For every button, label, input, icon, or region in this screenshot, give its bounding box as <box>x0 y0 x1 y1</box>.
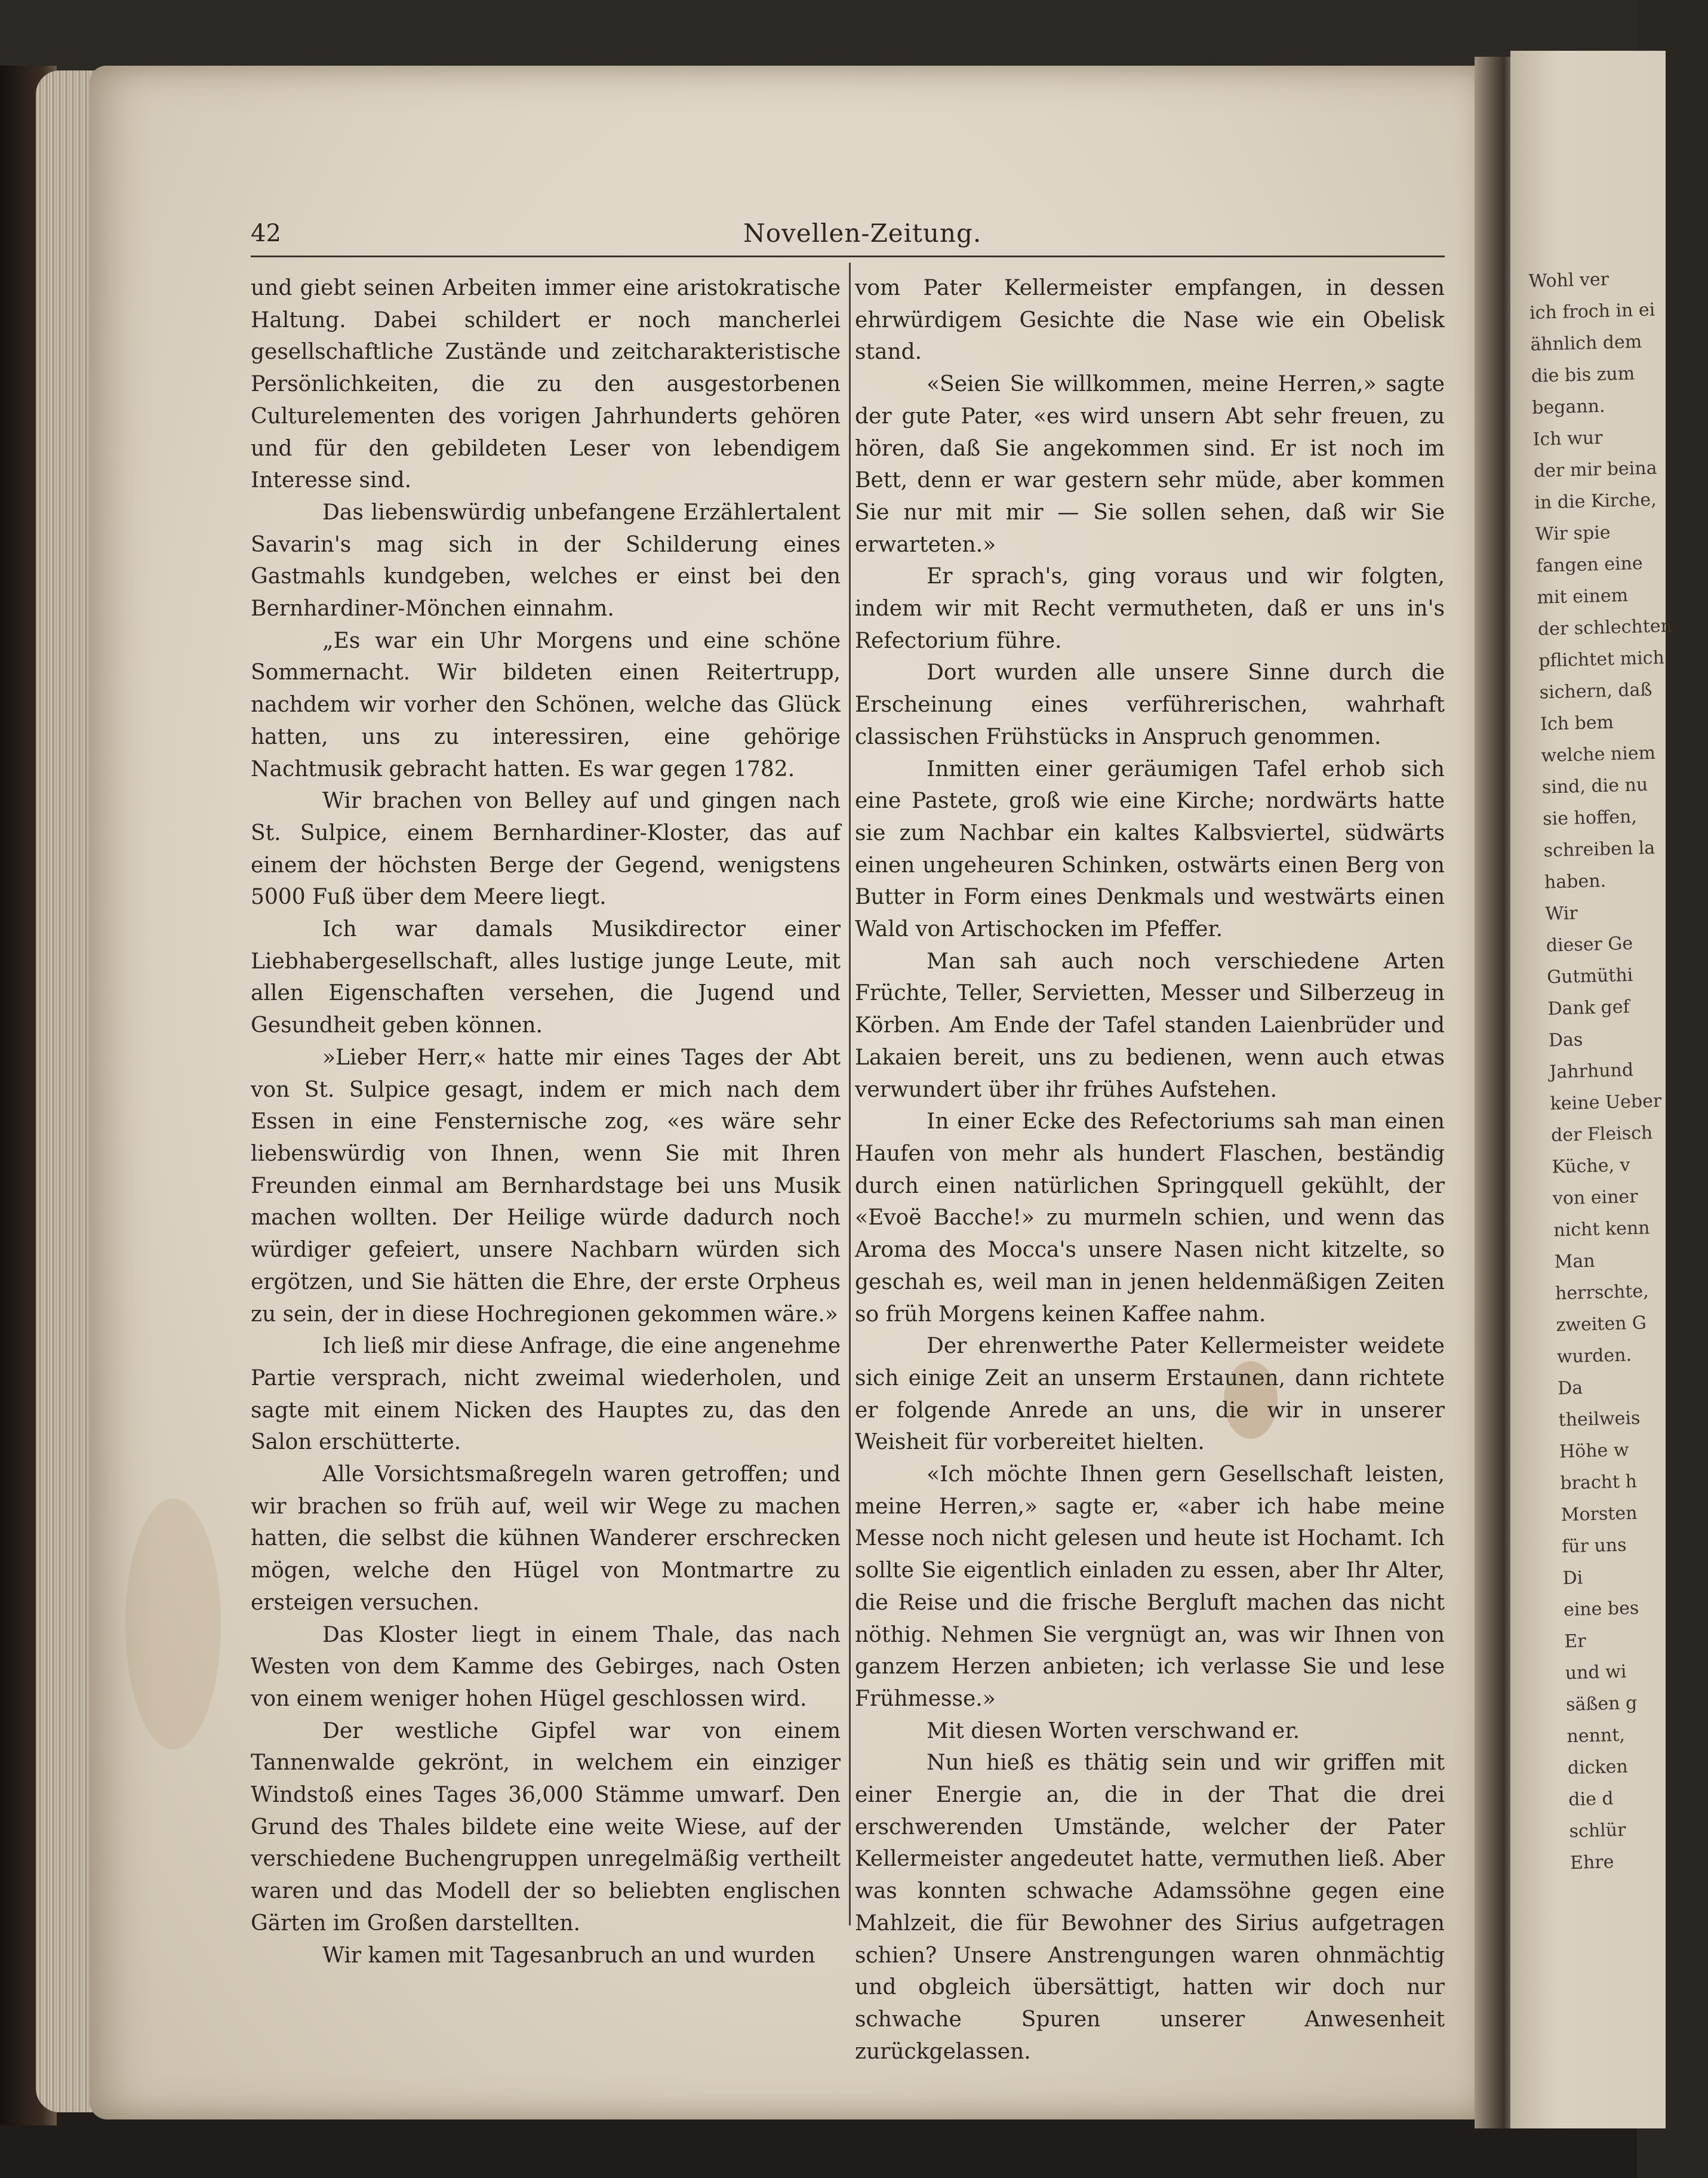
facing-page-line: Ich wur <box>1532 427 1603 450</box>
paragraph: Das Kloster liegt in einem Thale, das nach Westen von dem Kamme des Gebirges, nach Osten von einem weniger hohen Hügel geschlossen wird. <box>251 1622 841 1711</box>
facing-page-line: welche niem <box>1541 742 1656 767</box>
facing-page-line: keine Ueber <box>1550 1090 1662 1115</box>
facing-page-line: der schlechten <box>1537 615 1673 640</box>
paragraph: Ich ließ mir diese Anfrage, die eine angenehme Partie versprach, nicht zweimal wiederholen, und sagte mit einem Nicken des Hauptes zu, das den Salon erschütterte. <box>251 1334 841 1455</box>
facing-page-line: säßen g <box>1565 1693 1638 1716</box>
facing-page-line: Jahrhund <box>1549 1059 1634 1083</box>
facing-page-line: sind, die nu <box>1541 774 1648 798</box>
facing-page-line: Ehre <box>1569 1851 1614 1874</box>
right-column <box>855 272 1445 2068</box>
facing-page-line: Höhe w <box>1559 1439 1629 1463</box>
facing-page-line: sichern, daß <box>1539 679 1652 703</box>
facing-page-line: pflichtet mich <box>1538 647 1665 672</box>
facing-page-line: nicht kenn <box>1553 1217 1650 1241</box>
facing-page-line: eine bes <box>1563 1597 1639 1621</box>
page-stain <box>125 1499 221 1749</box>
paragraph: In einer Ecke des Refectoriums sah man einen Haufen von mehr als hundert Flaschen, beständig durch einen natürlichen Springquell gekühlt, der «Evoë Bacche!» zu murmeln schien, und wenn das Aroma des Mocca's unsere Nasen nicht kitzelte, so geschah es, weil man in jenen heldenmäßigen Zeiten so früh Morgens keinen Kaffee nahm. <box>855 1109 1445 1327</box>
facing-page-line: dicken <box>1567 1756 1629 1779</box>
paragraph: vom Pater Kellermeister empfangen, in dessen ehrwürdigem Gesichte die Nase wie ein Obelisk stand. <box>855 276 1445 365</box>
facing-page-line: Wir spie <box>1535 522 1611 545</box>
facing-page-line: haben. <box>1544 870 1607 893</box>
paragraph: «Ich möchte Ihnen gern Gesellschaft leisten, meine Herren,» sagte er, «aber ich habe meine Messe noch nicht gelesen und heute ist Hochamt. Ich sollte Sie eigentlich einladen zu essen, aber Ihr Alter, die Reise und die frische Bergluft machen das nicht nöthig. Nehmen Sie vergnügt an, was wir Ihnen von ganzem Herzen anbieten; ich verlasse Sie und lese Frühmesse.» <box>855 1462 1445 1711</box>
facing-page-line: Morsten <box>1561 1502 1638 1526</box>
facing-page-line: ich froch in ei <box>1529 299 1655 324</box>
facing-page-line: mit einem <box>1537 585 1629 608</box>
paragraph: Das liebenswürdig unbefangene Erzählertalent Savarin's mag sich in der Schilderung eines Gastmahls kundgeben, welches er einst bei den Bernhardiner-Mönchen einnahm. <box>251 500 841 622</box>
paragraph: Ich war damals Musikdirector einer Liebhabergesellschaft, alles lustige junge Leute, mit allen Eigenschaften versehen, die Jugend und Gesundheit geben können. <box>251 917 841 1038</box>
page-number: 42 <box>251 220 281 247</box>
facing-page-line: herrschte, <box>1555 1281 1649 1305</box>
paragraph: Der ehrenwerthe Pater Kellermeister weidete sich einige Zeit an unserm Erstaunen, dann richtete er folgende Anrede an uns, die wir in unserer Weisheit für vorbereitet hielten. <box>855 1334 1445 1455</box>
facing-page-line: Er <box>1564 1631 1587 1653</box>
facing-page-line: für uns <box>1561 1534 1627 1558</box>
left-column <box>251 272 841 1971</box>
facing-page-line: der mir beina <box>1533 457 1657 482</box>
facing-page-line: dieser Ge <box>1546 933 1633 956</box>
facing-page-line: schlür <box>1569 1819 1626 1842</box>
header-rule <box>251 256 1445 257</box>
facing-page-line: begann. <box>1531 395 1605 419</box>
facing-page-line: fangen eine <box>1535 553 1644 577</box>
facing-page-line: nennt, <box>1567 1724 1626 1748</box>
paragraph: Er sprach's, ging voraus und wir folgten, indem wir mit Recht vermutheten, daß er uns in's Refectorium führe. <box>855 564 1445 653</box>
facing-page-line: ähnlich dem <box>1530 331 1642 355</box>
paragraph: Man sah auch noch verschiedene Arten Früchte, Teller, Servietten, Messer und Silberzeug in Körben. Am Ende der Tafel standen Laienbrüder und Lakaien bereit, uns zu bedienen, wenn auch etwas verwundert über ihr frühes Aufstehen. <box>855 949 1445 1102</box>
paragraph: Alle Vorsichtsmaßregeln waren getroffen; und wir brachen so früh auf, weil wir Wege zu machen hatten, die selbst die kühnen Wanderer erschrecken mögen, welche den Hügel von Montmartre zu ersteigen versuchen. <box>251 1462 841 1615</box>
facing-page-line: der Fleisch <box>1550 1122 1653 1146</box>
paragraph: »Lieber Herr,« hatte mir eines Tages der Abt von St. Sulpice gesagt, indem er mich nach dem Essen in eine Fensternische zog, «es wäre sehr liebenswürdig von Ihnen, wenn Sie mit Ihren Freunden einmal am Bernhardstage bei uns Musik machen wollten. Der Heilige würde dadurch noch würdiger gefeiert, unsere Nachbarn würden sich ergötzen, und Sie hätten die Ehre, der erste Orpheus zu sein, der in diese Hochregionen gekommen wäre.» <box>251 1045 841 1327</box>
paragraph: Mit diesen Worten verschwand er. <box>927 1718 1300 1743</box>
facing-page-line: Dank gef <box>1547 996 1630 1020</box>
paragraph: und giebt seinen Arbeiten immer eine aristokratische Haltung. Dabei schildert er noch mancherlei gesellschaftliche Zustände und zeitcharakteristische Persönlichkeiten, die zu den ausgestorbenen Culturelementen des vorigen Jahrhunderts gehören und für den gebildeten Leser von lebendigem Interesse sind. <box>251 276 841 493</box>
facing-page-line: die d <box>1568 1788 1614 1811</box>
facing-page-line: zweiten G <box>1556 1312 1647 1336</box>
facing-page-text <box>1528 262 1708 1879</box>
paragraph: «Seien Sie willkommen, meine Herren,» sagte der gute Pater, «es wird unsern Abt sehr freuen, zu hören, daß Sie angekommen sind. Er ist noch im Bett, denn er war gestern sehr müde, aber kommen Sie nur mit mir — Sie sollen sehen, daß wir Sie erwarteten.» <box>855 372 1445 557</box>
facing-page-line: sie hoffen, <box>1542 806 1638 830</box>
facing-page-line: Wohl ver <box>1528 269 1609 292</box>
facing-page-line: die bis zum <box>1531 363 1635 387</box>
paragraph: Inmitten einer geräumigen Tafel erhob sich eine Pastete, groß wie eine Kirche; nordwärts hatte sie zum Nachbar ein kaltes Kalbsviertel, südwärts einen ungeheuren Schinken, ostwärts einen Berg von Butter in Form eines Denkmals und westwärts einen Wald von Artischocken im Pfeffer. <box>855 756 1445 942</box>
facing-page-line: Das <box>1548 1029 1583 1051</box>
paragraph: „Es war ein Uhr Morgens und eine schöne Sommernacht. Wir bildeten einen Reitertrupp, nachdem wir vorher den Schönen, welche das Glück hatten, uns zu interessiren, eine gehörige Nachtmusik gebracht hatten. Es war gegen 1782. <box>251 628 841 782</box>
facing-page-line: Man <box>1554 1250 1596 1273</box>
paragraph: Der westliche Gipfel war von einem Tannenwalde gekrönt, in welchem ein einziger Windstoß eines Tages 36,000 Stämme umwarf. Den Grund des Thales bildete eine weite Wiese, auf der verschiedene Buchengruppen unregelmäßig vertheilt waren und das Modell der so beliebten englischen Gärten im Großen darstellten. <box>251 1718 841 1936</box>
facing-page-line: Ich bem <box>1540 712 1614 735</box>
facing-page-line: bracht h <box>1559 1471 1638 1494</box>
facing-page-line: theilweis <box>1558 1407 1641 1431</box>
facing-page-line: und wi <box>1565 1661 1627 1684</box>
facing-page <box>1510 51 1673 2128</box>
facing-page-line: wurden. <box>1556 1345 1632 1368</box>
facing-page-line: in die Kirche, <box>1534 489 1657 513</box>
facing-page-line: Da <box>1557 1377 1583 1399</box>
running-head: Novellen-Zeitung. <box>743 219 982 248</box>
facing-page-line: Di <box>1562 1567 1583 1589</box>
column-divider <box>849 263 851 1925</box>
paragraph: Wir kamen mit Tagesanbruch an und wurden <box>322 1943 815 1968</box>
paragraph: Nun hieß es thätig sein und wir griffen mit einer Energie an, die in der That die drei erschwerenden Umstände, welcher der Pater Kellermeister angedeutet hatte, vermuthen ließ. Aber was konnten schwache Adamssöhne gegen eine Mahlzeit, die für Bewohner des Sirius aufgetragen schien? Unsere Anstrengungen waren ohnmächtig und obgleich übersättigt, hatten wir doch nur schwache Spuren unserer Anwesenheit zurückgelassen. <box>855 1751 1445 2064</box>
facing-page-line: Küche, v <box>1552 1155 1630 1178</box>
paragraph: Wir brachen von Belley auf und gingen nach St. Sulpice, einem Bernhardiner-Kloster, das auf einem der höchsten Berge der Gegend, wenigstens 5000 Fuß über dem Meere liegt. <box>251 789 841 910</box>
facing-page-line: Gutmüthi <box>1546 964 1633 988</box>
facing-page-line: schreiben la <box>1543 837 1655 862</box>
facing-page-line: von einer <box>1552 1186 1638 1210</box>
facing-page-line: Wir <box>1544 903 1578 925</box>
paragraph: Dort wurden alle unsere Sinne durch die Erscheinung eines verführerischen, wahrhaft classischen Frühstücks in Anspruch genommen. <box>855 660 1445 749</box>
